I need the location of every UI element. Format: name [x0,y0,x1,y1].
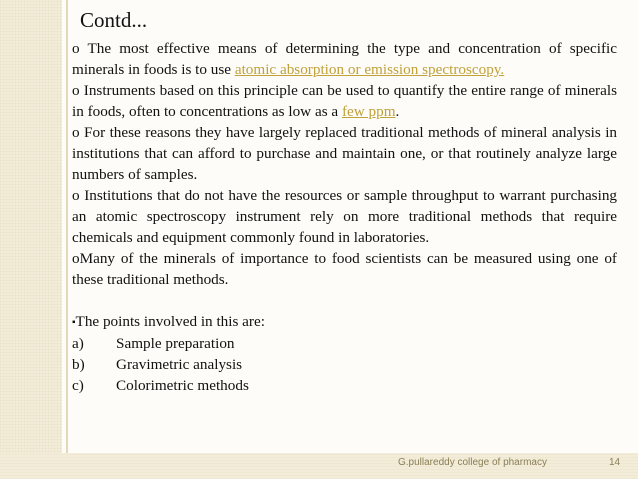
points-heading [72,311,617,333]
point-text: Sample preparation [116,335,235,352]
paragraph-text: Many of the minerals of importance to food scientists can be measured using one of these traditional methods. [72,250,617,288]
paragraph-text: Institutions that do not have the resources or sample throughput to warrant purchasing an atomic spectroscopy instrument rely on more traditional methods that require chemicals and equipment commonly found in laboratories. [72,187,618,246]
points-section [72,311,617,396]
point-label: c) [72,377,84,394]
point-label: b) [72,356,85,373]
paragraph-1 [72,38,617,80]
few-ppm-link[interactable]: few ppm [341,103,396,120]
paragraph-bullet: o [72,40,88,57]
point-item [72,375,617,396]
point-label: a) [72,335,84,352]
left-decorative-band [0,0,62,479]
slide-body [72,38,617,396]
point-text: Colorimetric methods [116,377,249,394]
paragraph-4 [72,185,617,248]
paragraph-2 [72,80,617,122]
paragraph-3 [72,122,617,185]
paragraph-text: For these reasons they have largely replaced traditional methods of mineral analysis in institutions that can afford to purchase and maintain one, or that routinely analyze large numbers of samples. [72,124,618,183]
page-number: 14 [609,457,621,468]
square-bullet-icon: ▪ [72,317,76,328]
paragraph-bullet: o [72,187,85,204]
paragraph-text: The most effective means of determining the type and concentration of specific minerals in foods is to use [72,40,617,78]
points-heading-text: The points involved in this are: [75,313,265,330]
point-item [72,333,617,354]
footer-college-name: G.pullareddy college of pharmacy [398,457,547,468]
spectroscopy-link[interactable]: atomic absorption or emission spectroscopy. [234,61,505,78]
slide-title: Contd... [80,8,148,32]
paragraph-5 [72,248,617,290]
paragraph-bullet: o [72,82,84,99]
paragraph-text-end: . [395,103,400,120]
point-text: Gravimetric analysis [116,356,243,373]
left-divider-rule [66,0,68,479]
paragraph-bullet: o [72,124,85,141]
paragraph-bullet: o [72,250,80,267]
paragraph-text: Instruments based on this principle can be used to quantify the entire range of minerals in foods, often to concentrations as low as a [72,82,617,120]
point-item [72,354,617,375]
